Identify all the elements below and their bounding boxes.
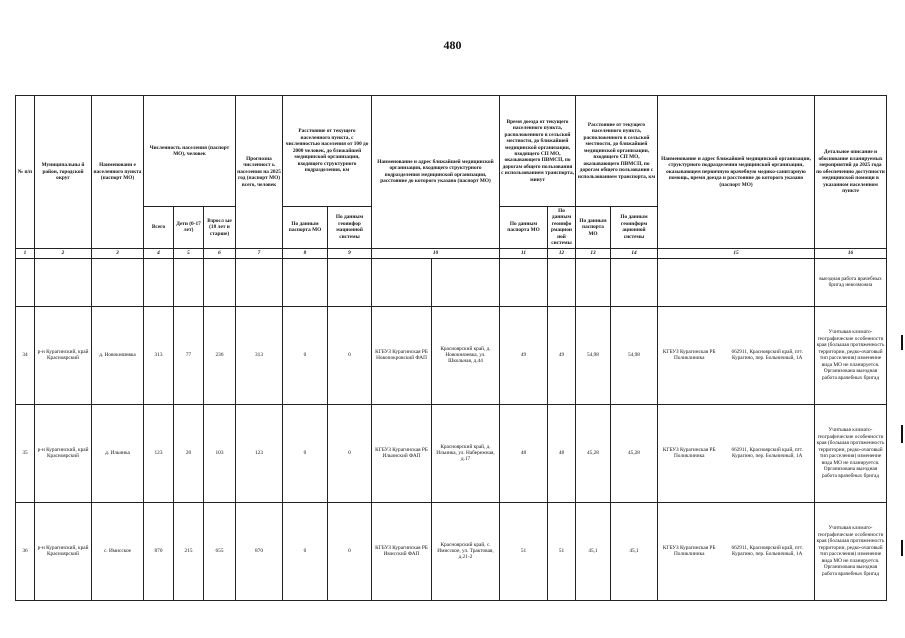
header-row xyxy=(16,96,887,207)
column-number: 14 xyxy=(611,248,658,258)
cell-dp-passport: 54,98 xyxy=(576,306,611,404)
empty-cell xyxy=(144,258,174,306)
cell-forecast: 313 xyxy=(236,306,283,404)
col-header-pop-total: Всего xyxy=(144,207,174,249)
cell-facility-address: Красноярский край, д. Ильинка, ул. Набережная, д.17 xyxy=(432,404,500,502)
cell-settlement: с. Имисское xyxy=(92,502,144,600)
col-header-distance-facility: Расстояние от текущего населенного пункта, с численностью населения от 100 до 2000 человек, до ближайшей медицинской организации, входящего структурного подразделения, км xyxy=(283,96,372,207)
cell-pop-children: 215 xyxy=(174,502,204,600)
column-number: 10 xyxy=(372,248,500,258)
cell-forecast: 870 xyxy=(236,502,283,600)
cell-tt-geo: 48 xyxy=(548,404,576,502)
cell-facility-address: Красноярский край, д. Новокнязевка, ул. Школьная, д.44 xyxy=(432,306,500,404)
cell-district: р-н Курагинский, край Красноярский xyxy=(35,502,92,600)
col-header-settlement: Наименовани е населенного пункта (паспорт МО) xyxy=(92,96,144,249)
cell-dp-geo: 54,98 xyxy=(611,306,658,404)
cell-dist-passport: 0 xyxy=(283,306,328,404)
column-number: 3 xyxy=(92,248,144,258)
column-number: 2 xyxy=(35,248,92,258)
emergency-inner xyxy=(658,503,814,600)
cell-dist-geo: 0 xyxy=(328,306,372,404)
cell-district: р-н Курагинский, край Красноярский xyxy=(35,404,92,502)
empty-cell xyxy=(432,258,500,306)
cell-pop-children: 77 xyxy=(174,306,204,404)
cell-dp-passport: 45,1 xyxy=(576,502,611,600)
scan-edge-mark xyxy=(901,540,903,556)
cell-num: 36 xyxy=(16,502,35,600)
cell-emergency-address: 662911, Красноярский край, пгт. Курагино, пер. Больничный, 1А xyxy=(731,446,803,460)
cell-tt-passport: 51 xyxy=(500,502,548,600)
cell-dist-passport: 0 xyxy=(283,502,328,600)
cell-pop-total: 123 xyxy=(144,404,174,502)
cell-num: 35 xyxy=(16,404,35,502)
cell-tt-passport: 48 xyxy=(500,404,548,502)
cell-pop-adults: 103 xyxy=(204,404,236,502)
column-number: 11 xyxy=(500,248,548,258)
cell-dist-geo: 0 xyxy=(328,404,372,502)
col-header-forecast: Прогнозна численност ь населения на 2025 год (паспорт МО) всего, человек xyxy=(236,96,283,249)
cell-emergency-address: 662911, Красноярский край, пгт. Курагино, пер. Больничный, 1А xyxy=(731,348,803,362)
cell-pop-total: 313 xyxy=(144,306,174,404)
empty-cell xyxy=(16,258,35,306)
table-row xyxy=(16,502,887,600)
empty-cell xyxy=(35,258,92,306)
col-header-dp-passport: По данным паспорта МО xyxy=(576,207,611,249)
empty-cell xyxy=(92,258,144,306)
cell-emergency xyxy=(658,404,815,502)
cell-emergency-org: КГБУЗ Курагинская РБ Поликлиника xyxy=(662,446,716,460)
empty-cell xyxy=(658,258,815,306)
col-header-facility-name: Наименование и адрес ближайшей медицинской организации, входящего структурного подразделения медицинской организации, расстояние до которого указано (паспорт МО) xyxy=(372,96,500,249)
empty-cell xyxy=(204,258,236,306)
cell-emergency-org: КГБУЗ Курагинская РБ Поликлиника xyxy=(662,348,716,362)
cell-settlement: д. Новокнязевка xyxy=(92,306,144,404)
empty-cell xyxy=(611,258,658,306)
col-header-tt-geo: По данным геоинфо рмацион ной системы xyxy=(548,207,576,249)
column-number: 6 xyxy=(204,248,236,258)
cell-pop-adults: 236 xyxy=(204,306,236,404)
page-number: 480 xyxy=(443,38,462,52)
col-header-population: Численность населения (паспорт МО), человек xyxy=(144,96,236,207)
cell-dp-passport: 45,28 xyxy=(576,404,611,502)
emergency-inner xyxy=(658,405,814,502)
cell-facility: КГБУЗ Курагинская РБ Новопокровский ФАП xyxy=(372,306,432,404)
cell-description: Учитывая климато-географические особенности края (большая протяженность территории, редко-очаговый тип расселения) изменение вида МО не планируется. Организована выездная работа врачебных бригад xyxy=(815,404,887,502)
cell-dist-passport: 0 xyxy=(283,404,328,502)
column-number: 4 xyxy=(144,248,174,258)
continuation-row xyxy=(16,258,887,306)
scan-edge-mark xyxy=(901,425,903,443)
col-header-pop-adults: Взросл ые (18 лет и старше) xyxy=(204,207,236,249)
column-number: 8 xyxy=(283,248,328,258)
col-header-emergency: Наименование и адрес ближайшей медицинской организации, структурного подразделения медицинской организации, оказывающем первичную врачебную медико-санитарную помощь, время доезда и расстояние до которого указано (паспорт МО) xyxy=(658,96,815,249)
empty-cell xyxy=(283,258,328,306)
empty-cell xyxy=(548,258,576,306)
scan-edge-mark xyxy=(901,335,903,350)
empty-cell xyxy=(500,258,548,306)
column-number: 9 xyxy=(328,248,372,258)
cell-pop-children: 20 xyxy=(174,404,204,502)
col-header-description: Детальное описание и обоснование планируемых мероприятий до 2025 года по обеспечению доступности медицинской помощи в указанном населенном пункте xyxy=(815,96,887,249)
table-row xyxy=(16,404,887,502)
column-number: 12 xyxy=(548,248,576,258)
cell-pop-total: 870 xyxy=(144,502,174,600)
col-header-dp-geo: По данным геоинформ ационной системы xyxy=(611,207,658,249)
column-number: 15 xyxy=(658,248,815,258)
empty-cell xyxy=(328,258,372,306)
col-header-dist-passport: По данным паспорта МО xyxy=(283,207,328,249)
cell-description: Учитывая климато-географические особенности края (большая протяженность территории, редко-очаговый тип расселения) изменение вида МО не планируется. Организована выездная работа врачебных бригад xyxy=(815,306,887,404)
cell-emergency-address: 662911, Красноярский край, пгт. Курагино, пер. Больничный, 1А xyxy=(731,544,803,558)
empty-cell xyxy=(576,258,611,306)
cell-dp-geo: 45,1 xyxy=(611,502,658,600)
emergency-inner xyxy=(658,307,814,404)
cell-tt-geo: 51 xyxy=(548,502,576,600)
cell-dist-geo: 0 xyxy=(328,502,372,600)
table-row xyxy=(16,306,887,404)
col-header-dist-geo: По данным геоинфор мационной системы xyxy=(328,207,372,249)
col-header-pop-children: Дети (0-17 лет) xyxy=(174,207,204,249)
cell-facility: КГБУЗ Курагинская РБ Ильинский ФАП xyxy=(372,404,432,502)
column-number: 13 xyxy=(576,248,611,258)
cell-facility: КГБУЗ Курагинская РБ Имисский ФАП xyxy=(372,502,432,600)
cell-dp-geo: 45,28 xyxy=(611,404,658,502)
empty-cell xyxy=(372,258,432,306)
cell-forecast: 123 xyxy=(236,404,283,502)
cell-tt-passport: 49 xyxy=(500,306,548,404)
cell-emergency xyxy=(658,502,815,600)
cell-facility-address: Красноярский край, с. Имисское, ул. Трактовая, д.21-2 xyxy=(432,502,500,600)
col-header-tt-passport: По данным паспорта МО xyxy=(500,207,548,249)
col-header-num: № п/п xyxy=(16,96,35,249)
col-header-travel-time: Время доезда от текущего населенного пункта, расположенного в сельской местности, до ближайшей медицинской организации, входящего СП МО, оказывающего ПВМСП, по дорогам общего пользования с использованием транспорта, минут xyxy=(500,96,576,207)
cell-settlement: д. Ильинка xyxy=(92,404,144,502)
cell-emergency xyxy=(658,306,815,404)
data-table xyxy=(15,95,887,601)
cell-num: 34 xyxy=(16,306,35,404)
col-header-distance-pvmsp: Расстояние от текущего населенного пункта, расположенного в сельской местности, до ближайшей медицинской организации, входящего СП МО, оказывающего ПВМСП, по дорогам общего пользования с использованием транспорта, км xyxy=(576,96,658,207)
continuation-description: выездная работа врачебных бригад невозможна xyxy=(815,258,887,306)
cell-tt-geo: 49 xyxy=(548,306,576,404)
col-header-district: Муниципальны й район, городской округ xyxy=(35,96,92,249)
empty-cell xyxy=(174,258,204,306)
cell-district: р-н Курагинский, край Красноярский xyxy=(35,306,92,404)
column-number: 7 xyxy=(236,248,283,258)
column-number: 16 xyxy=(815,248,887,258)
cell-description: Учитывая климато-географические особенности края (большая протяженность территории, редко-очаговый тип расселения) изменение вида МО не планируется. Организована выездная работа врачебных бригад xyxy=(815,502,887,600)
column-number-row xyxy=(16,248,887,258)
cell-pop-adults: 655 xyxy=(204,502,236,600)
empty-cell xyxy=(236,258,283,306)
column-number: 5 xyxy=(174,248,204,258)
column-number: 1 xyxy=(16,248,35,258)
cell-emergency-org: КГБУЗ Курагинская РБ Поликлиника xyxy=(662,544,716,558)
